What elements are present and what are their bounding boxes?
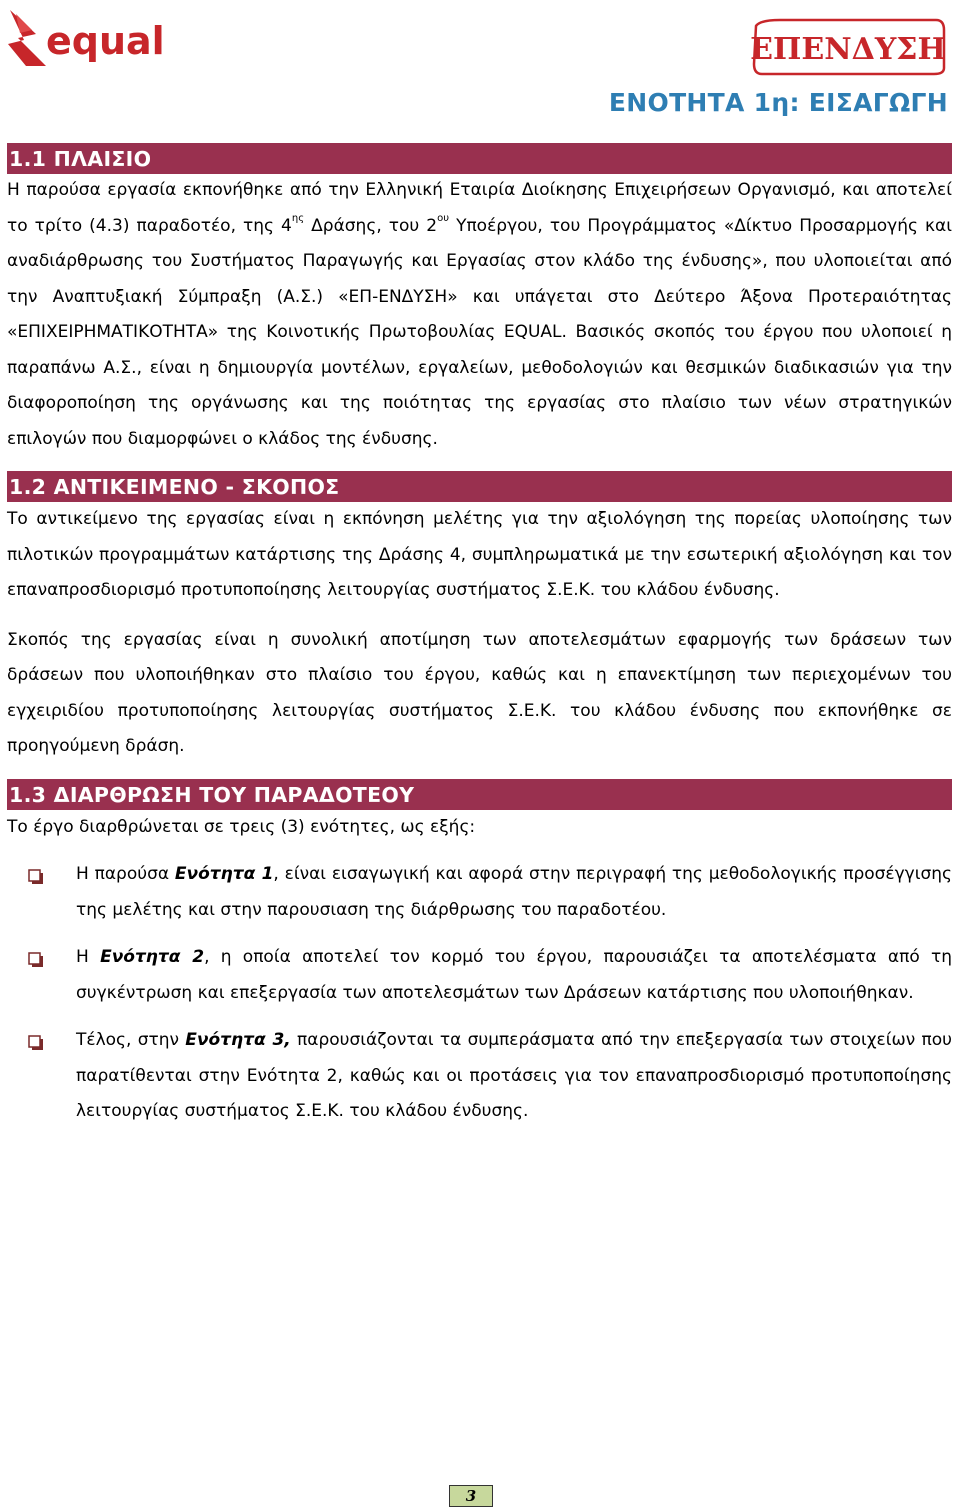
list-item-post: παρουσιάζονται τα συμπεράσματα από την επεξεργασία των στοιχείων που παρατίθενται στην Ενότητα 2, καθώς και οι προτάσεις για τον επαναπροσδιορισμό προτυποποίησης λειτουργίας συστήματος Σ.Ε.Κ. του κλάδου ένδυσης.	[76, 1030, 952, 1121]
paragraph-context	[7, 173, 952, 457]
list-item-pre: Τέλος, στην	[76, 1030, 186, 1050]
list-item-post: , η οποία αποτελεί τον κορμό του έργου, παρουσιάζει τα αποτελέσματα από τη συγκέντρωση και επεξεργασία των αποτελεσμάτων των Δράσεων κατάρτισης που υλοποιήθηκαν.	[76, 947, 953, 1003]
page-number: 3	[449, 1485, 493, 1507]
superscript-ordinal: ου	[437, 212, 450, 224]
structure-list	[7, 857, 952, 1130]
list-item-emphasis: Ενότητα 3,	[185, 1030, 291, 1050]
list-item	[7, 1023, 952, 1130]
superscript-ordinal: ης	[291, 212, 305, 224]
ependysi-logo-text: ΕΠΕΝΔΥΣΗ	[750, 32, 946, 67]
checkbox-bullet-icon	[28, 952, 44, 968]
paragraph-object: Το αντικείμενο της εργασίας είναι η εκπόνηση μελέτης για την αξιολόγηση της πορείας υλοποίησης των πιλοτικών προγραμμάτων κατάρτισης της Δράσης 4, συμπληρωματικά με την εσωτερική αξιολόγηση και τον επαναπροσδιορισμό προτυποποίησης λειτουργίας συστήματος Σ.Ε.Κ. του κλάδου ένδυσης.	[7, 509, 952, 600]
section-heading-1-3: 1.3 ΔΙΑΡΘΡΩΣΗ ΤΟΥ ΠΑΡΑΔΟΤΕΟΥ	[7, 779, 952, 810]
paragraph-purpose: Σκοπός της εργασίας είναι η συνολική αποτίμηση των αποτελεσμάτων εφαρμογής των δράσεων των δράσεων που υλοποιήθηκαν στο πλαίσιο του έργου, καθώς και η επανεκτίμηση των περιεχομένων του εγχειριδίου προτυποποίησης λειτουργίας συστήματος Σ.Ε.Κ. του κλάδου ένδυσης που εκπονήθηκε σε προηγούμενη δράση.	[7, 629, 952, 756]
list-item-emphasis: Ενότητα 1	[174, 864, 274, 884]
paragraph-context-part-c: Υποέργου, του Προγράμματος «Δίκτυο Προσαρμογής και αναδιάρθρωσης του Συστήματος Παραγωγής και Εργασίας στον κλάδο της ένδυσης», που υλοποιείται από την Αναπτυξιακή Σύμπραξη (Α.Σ.) «ΕΠ-ΕΝΔΥΣΗ» και υπάγεται στο Δεύτερο Άξονα Προτεραιότητας «ΕΠΙΧΕΙΡΗΜΑΤΙΚΟΤΗΤΑ» της Κοινοτικής Πρωτοβουλίας EQUAL. Βασικός σκοπός του έργου που υλοποιεί η παραπάνω Α.Σ., είναι η δημιουργία μοντέλων, εργαλείων, μεθοδολογιών και θεσμικών διαδικασιών για την διαφοροποίηση της οργάνωσης και της ποιότητας της εργασίας στο πλαίσιο των νέων στρατηγικών επιλογών που διαμορφώνει ο κλάδος της ένδυσης.	[7, 215, 953, 449]
list-item-emphasis: Ενότητα 2	[100, 947, 205, 967]
paragraph-context-part-b: Δράσης, του 2	[304, 215, 438, 236]
checkbox-bullet-icon	[28, 1035, 44, 1051]
page-header	[0, 0, 960, 150]
list-item-pre: Η	[76, 947, 101, 967]
equal-logo	[6, 4, 171, 74]
list-item	[7, 940, 952, 1011]
list-item-post: , είναι εισαγωγική και αφορά στην περιγραφή της μεθοδολογικής προσέγγισης της μελέτης και στην παρουσιαση της διάρθρωσης του παραδοτέου.	[76, 864, 952, 920]
section-heading-1-1: 1.1 ΠΛΑΙΣΙΟ	[7, 143, 952, 174]
paragraph-structure-intro: Το έργο διαρθρώνεται σε τρεις (3) ενότητες, ως εξής:	[7, 816, 476, 837]
list-item-pre: Η παρούσα	[76, 864, 175, 884]
checkbox-bullet-icon	[28, 869, 44, 885]
document-body	[7, 143, 952, 1130]
list-item	[7, 857, 952, 928]
paragraph-context-part-a: Η παρούσα εργασία εκπονήθηκε από την Ελληνική Εταιρία Διοίκησης Επιχειρήσεων Οργανισμό, και αποτελεί το τρίτο (4.3) παραδοτέο, της 4	[7, 180, 952, 236]
ependysi-logo	[750, 18, 946, 76]
chapter-title: ΕΝΟΤΗΤΑ 1η: ΕΙΣΑΓΩΓΗ	[608, 88, 948, 117]
section-heading-1-2: 1.2 ΑΝΤΙΚΕΙΜΕΝΟ - ΣΚΟΠΟΣ	[7, 471, 952, 502]
equal-logo-text: equal	[46, 19, 165, 63]
